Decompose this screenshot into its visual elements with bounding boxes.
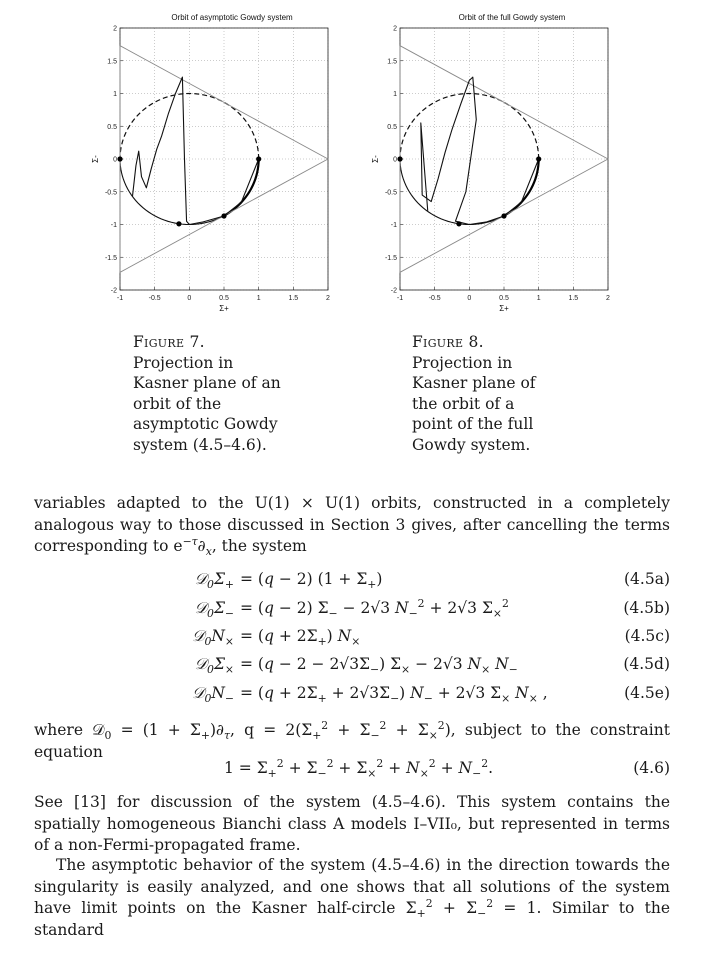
where-part-1: where 𝒟 [34, 721, 105, 739]
figure-8-chart [368, 6, 628, 316]
x-axis-label: Σ+ [219, 304, 229, 313]
figure-7-chart [88, 6, 348, 316]
equation-4-5a-number: (4.5a) [624, 570, 670, 588]
y-tick-label: 1 [393, 91, 397, 98]
orbit-point [456, 221, 461, 226]
x-tick-label: 1.5 [568, 295, 579, 302]
equation-4-5b-number: (4.5b) [623, 599, 670, 617]
y-tick-label: 0 [393, 156, 397, 164]
x-tick-label: 0.5 [499, 295, 509, 302]
figure-8-caption [412, 332, 552, 455]
figure-7-caption [133, 332, 293, 455]
figure-8-caption-label: Figure 8. [412, 333, 484, 351]
figure-7-caption-text: Projection in Kasner plane of an orbit of the asymptotic Gowdy system (4.5–4.6). [133, 353, 281, 454]
x-tick-label: 1 [256, 295, 261, 302]
x-tick-label: 0 [187, 295, 192, 302]
equation-4-5e: $𝒟_0N_-$ = $(q + 2\Sigma_+ + 2√3\Sigma_-)$ $N_- + 2√3$ $\Sigma_\times$ $N_\times$ , (4.5e) [34, 681, 670, 705]
equation-4-5d-number: (4.5d) [623, 655, 670, 673]
kasner-arc-highlight [224, 159, 259, 216]
x-tick-label: 2 [606, 295, 610, 302]
figure-7-plot [88, 6, 348, 316]
y-tick-label: -2 [390, 287, 397, 295]
equation-4-5a: $𝒟_0\Sigma_+$ = (q − 2) $(1 + \Sigma_+)$ (4.5a) [34, 567, 670, 591]
intro-text: variables adapted to the U(1) × U(1) orbits, constructed in a completely analogous way to those discussed in Section 3 gives, after cancelling the terms corresponding to e [34, 494, 670, 555]
where-part-4: , q = 2(Σ [230, 721, 313, 739]
equation-4-5c: $𝒟_0N_\times$ = $(q + 2\Sigma_+)$ $N_\times$ (4.5c) [34, 624, 670, 648]
intro-partial: ∂ [197, 537, 206, 555]
x-axis-label: Σ+ [499, 304, 509, 313]
orbit-point [256, 156, 261, 161]
y-tick-label: 0.5 [107, 123, 117, 131]
where-part-2: = (1 + Σ [111, 721, 201, 739]
orbit-point [536, 156, 541, 161]
orbit-point [397, 156, 402, 161]
kasner-arc-highlight [504, 159, 539, 216]
intro-sub: x [205, 545, 212, 559]
y-tick-label: -1.5 [104, 254, 117, 262]
equation-4-5e-number: (4.5e) [624, 684, 670, 702]
figure-8-plot [368, 6, 628, 316]
orbit-point [176, 221, 181, 226]
equation-4-5b: $𝒟_0\Sigma_-$ = (q − 2) $\Sigma_- - 2√3$ $N_-^2 + 2√3$ $\Sigma_\times^2$ (4.5b) [194, 596, 670, 621]
equation-4-6: $1 = \Sigma_+^2 + \Sigma_-^2 + \Sigma_\times^2 + N_\times^2 + N_-^2$. (4.6) [224, 756, 670, 781]
x-tick-label: 0.5 [219, 295, 229, 302]
x-tick-label: -0.5 [428, 295, 441, 302]
x-tick-label: 1.5 [288, 295, 299, 302]
figure-8-caption-text: Projection in Kasner plane of the orbit of a point of the full Gowdy system. [412, 353, 536, 454]
intro-end: , the system [211, 537, 307, 555]
y-tick-label: -1.5 [384, 254, 397, 262]
x-tick-label: -1 [396, 295, 404, 302]
x-tick-label: -1 [116, 295, 124, 302]
plot-title: Orbit of asymptotic Gowdy system [171, 13, 293, 22]
y-axis-label: Σ- [371, 155, 380, 163]
y-tick-label: 1 [113, 91, 117, 98]
y-tick-label: -0.5 [104, 189, 117, 197]
x-tick-label: 0 [467, 295, 472, 302]
y-tick-label: -1 [390, 222, 397, 229]
intro-exp: −τ [182, 534, 198, 548]
orbit-point [117, 156, 122, 161]
intro-paragraph [34, 493, 670, 558]
orbit-curve [421, 77, 539, 224]
y-tick-label: 1.5 [387, 58, 397, 66]
y-tick-label: 2 [393, 25, 397, 33]
y-tick-label: -0.5 [384, 189, 397, 197]
plot-title: Orbit of the full Gowdy system [458, 13, 566, 22]
y-tick-label: -2 [110, 287, 117, 295]
equation-4-5c-number: (4.5c) [624, 627, 670, 645]
y-tick-label: -1 [110, 222, 117, 229]
x-tick-label: 2 [326, 295, 330, 302]
asymptotic-text-b: = 1. Similar to the standard [34, 899, 670, 939]
where-part-5: ), subject to the constraint equation [34, 721, 670, 761]
x-tick-label: -0.5 [148, 295, 161, 302]
figure-7-caption-label: Figure 7. [133, 333, 205, 351]
y-axis-label: Σ- [91, 155, 100, 163]
x-tick-label: 1 [536, 295, 541, 302]
orbit-point [501, 213, 506, 218]
y-tick-label: 2 [113, 25, 117, 33]
where-part-3: )∂ [209, 721, 225, 739]
y-tick-label: 0.5 [387, 123, 397, 131]
y-tick-label: 1.5 [107, 58, 117, 66]
equation-4-6-number: (4.6) [633, 759, 670, 777]
y-tick-label: 0 [113, 156, 117, 164]
where-paragraph: where 𝒟$_0$ = $(1 + \Sigma_+)\partial_\tau$, $q = 2(\Sigma_+^2 + \Sigma_-^2 + \Sigma_\times^2)$, subject to the constraint equation [34, 718, 670, 761]
discussion-paragraph [34, 792, 670, 857]
asymptotic-text-a: The asymptotic behavior of the system (4.5–4.6) in the direction towards the singularity is easily analyzed, and one shows that all solutions of the system have limit points on the Kasner half-circle Σ [34, 856, 670, 917]
equation-4-5d: $𝒟_0\Sigma_\times$ = $(q - 2 - 2√3\Sigma_-)$ $\Sigma_\times - 2√3$ $N_\times$ $N_-$ (4.5d) [34, 652, 670, 676]
discussion-text: See [13] for discussion of the system (4.5–4.6). This system contains the spatially homogeneous Bianchi class A models I–VII₀, but represented in terms of a non-Fermi-propagated frame. [34, 793, 670, 854]
orbit-point [221, 213, 226, 218]
asymptotic-paragraph: The asymptotic behavior of the system (4.5–4.6) in the direction towards the singularity is easily analyzed, and one shows that all solutions of the system have limit points on the Kasner half-circle $\Sigma_+^2 + \Sigma_-^2 = 1$. Similar to the standard [34, 856, 670, 939]
